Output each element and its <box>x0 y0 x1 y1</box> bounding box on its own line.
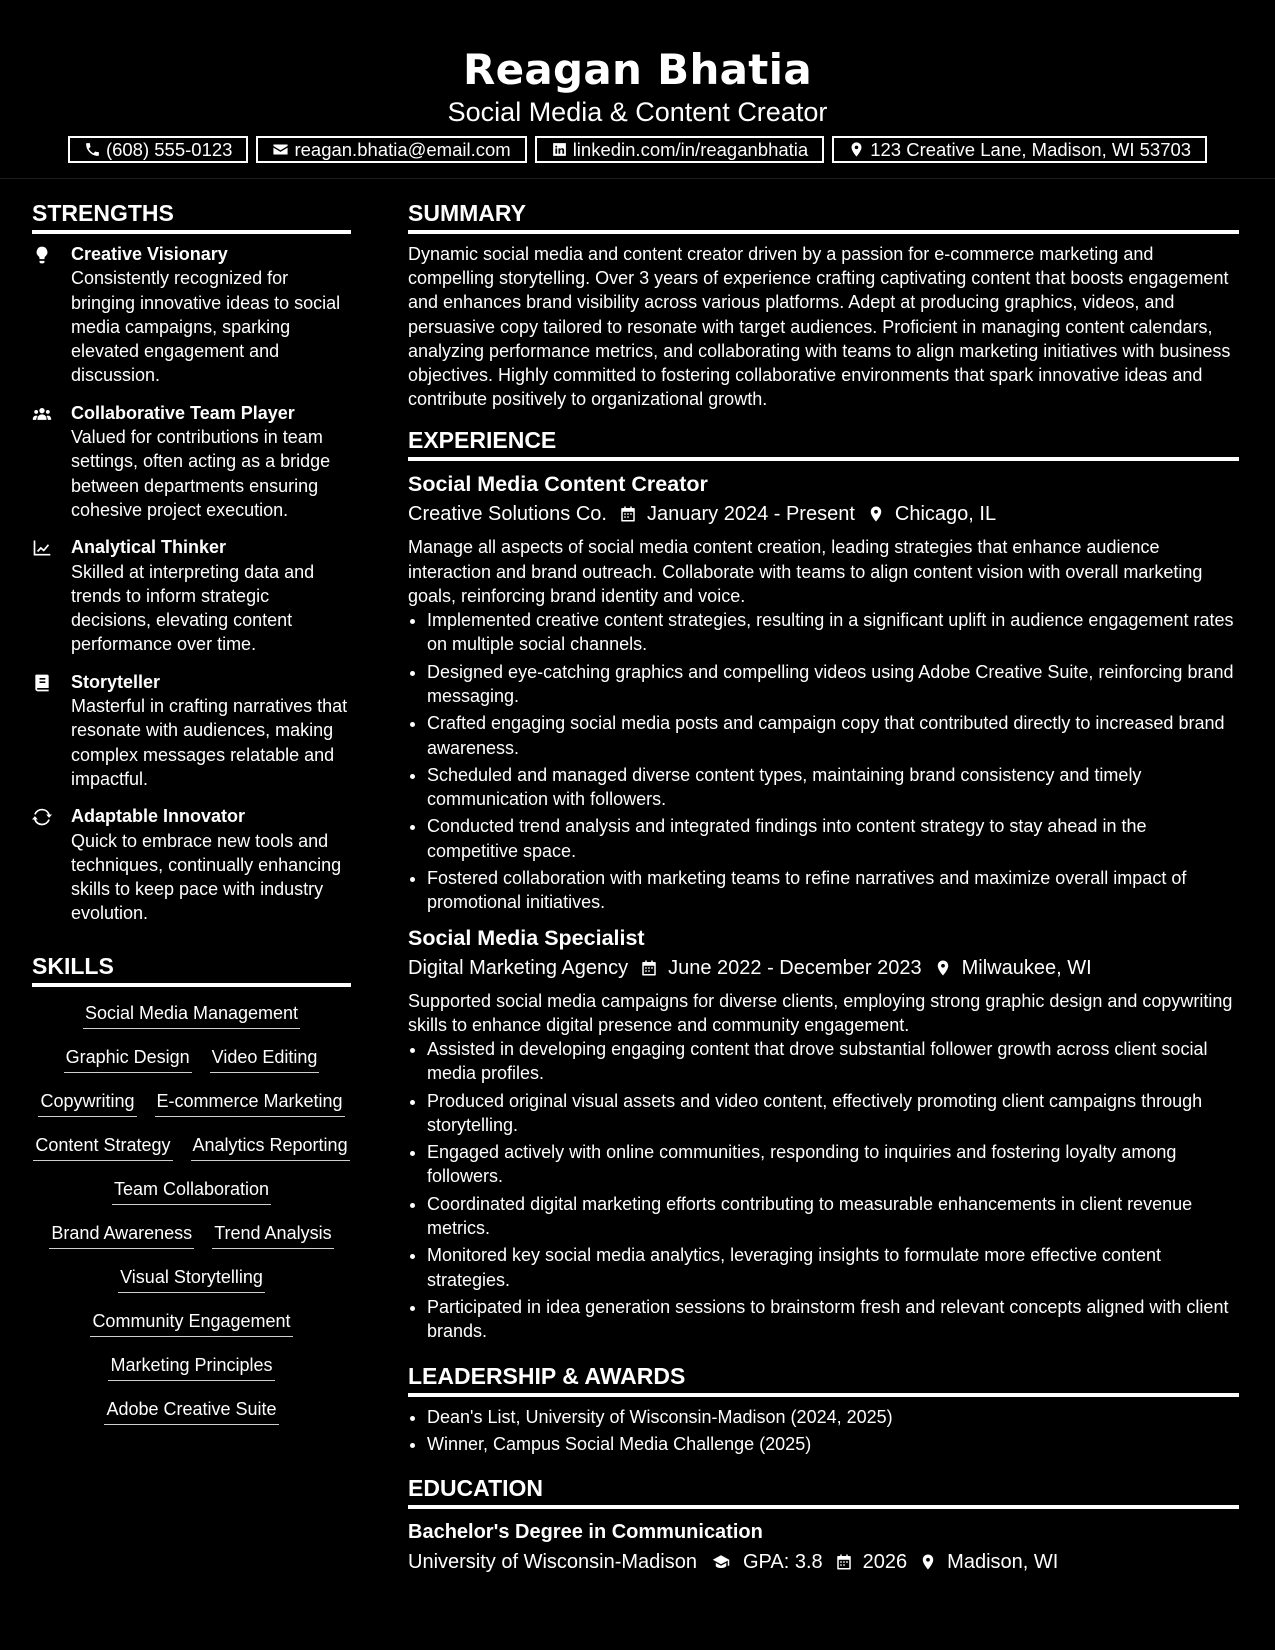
education-heading: EDUCATION <box>408 1471 1239 1509</box>
skill-tag: Marketing Principles <box>108 1353 274 1381</box>
experience-heading: EXPERIENCE <box>408 423 1239 461</box>
strength-text: Consistently recognized for bringing innovative ideas to social media campaigns, sparking elevated engagement and discussion. <box>71 268 341 386</box>
school-name: University of Wisconsin-Madison <box>408 1551 697 1574</box>
list-item: • Scheduled and managed diverse content types, maintaining brand consistency and timely communication with followers. <box>427 763 1239 812</box>
strength-text: Skilled at interpreting data and trends to inform strategic decisions, elevating content performance over time. <box>71 561 315 655</box>
list-item: • Implemented creative content strategies, resulting in a significant uplift in audience engagement rates on multiple social channels. <box>427 608 1239 657</box>
job-bullets <box>408 1037 1239 1344</box>
job-entry <box>408 469 1239 914</box>
skill-tag: Trend Analysis <box>212 1221 333 1249</box>
list-item: • Monitored key social media analytics, leveraging insights to formulate more effective content strategies. <box>427 1243 1239 1292</box>
contact-phone-text: (608) 555-0123 <box>105 138 233 160</box>
strength-text: Masterful in crafting narratives that resonate with audiences, making complex messages relatable and impactful. <box>71 696 348 789</box>
list-item: • Winner, Campus Social Media Challenge (2025) <box>427 1432 1239 1456</box>
strength-item <box>32 242 351 388</box>
job-dates: June 2022 - December 2023 <box>668 956 922 979</box>
right-column <box>408 196 1239 1583</box>
contact-email[interactable] <box>256 136 526 163</box>
skill-tag: Visual Storytelling <box>118 1265 265 1293</box>
job-bullets <box>408 608 1239 915</box>
contact-phone[interactable] <box>68 136 249 163</box>
list-item: • Coordinated digital marketing efforts contributing to measurable enhancements in client revenue metrics. <box>427 1192 1239 1241</box>
strength-text: Quick to embrace new tools and techniques, continually enhancing skills to keep pace with industry evolution. <box>71 830 342 924</box>
skill-tag: Team Collaboration <box>112 1177 271 1205</box>
map-pin-icon <box>934 959 952 977</box>
job-company: Creative Solutions Co. <box>408 503 607 526</box>
job-description: Supported social media campaigns for diverse clients, employing strong graphic design and copywriting skills to enhance digital presence and community engagement. <box>408 990 1233 1035</box>
strength-item <box>32 670 351 791</box>
leadership-heading: LEADERSHIP & AWARDS <box>408 1359 1239 1397</box>
lightbulb-icon <box>32 245 52 265</box>
users-icon <box>32 404 52 424</box>
job-location: Milwaukee, WI <box>961 956 1092 979</box>
leadership-list <box>408 1405 1239 1457</box>
strength-item <box>32 401 351 522</box>
skill-tag: E-commerce Marketing <box>155 1089 345 1117</box>
strength-item <box>32 535 351 656</box>
graduation-cap-icon <box>709 1553 733 1571</box>
strength-item <box>32 804 351 925</box>
map-pin-icon <box>919 1553 937 1571</box>
calendar-icon <box>619 505 637 523</box>
map-pin-icon <box>848 141 865 158</box>
skill-tag: Social Media Management <box>83 1001 300 1029</box>
contact-address[interactable] <box>832 136 1207 163</box>
list-item: • Participated in idea generation sessions to brainstorm fresh and relevant concepts aligned with client brands. <box>427 1295 1239 1344</box>
list-item: • Produced original visual assets and video content, effectively promoting client campaigns through storytelling. <box>427 1089 1239 1138</box>
candidate-title: Social Media & Content Creator <box>447 97 828 127</box>
job-meta <box>408 499 1239 529</box>
job-title: Social Media Specialist <box>408 925 645 950</box>
calendar-icon <box>640 959 658 977</box>
linkedin-icon <box>551 141 568 158</box>
contact-address-text: 123 Creative Lane, Madison, WI 53703 <box>870 138 1192 160</box>
job-meta <box>408 953 1239 983</box>
list-item: • Dean's List, University of Wisconsin-Madison (2024, 2025) <box>427 1405 1239 1429</box>
list-item: • Assisted in developing engaging content that drove substantial follower growth across client social media profiles. <box>427 1037 1239 1086</box>
job-description: Manage all aspects of social media content creation, leading strategies that enhance audience interaction and brand outreach. Collaborate with teams to align content vision with overall marketing goals, reinforcing brand identity and voice. <box>408 537 1203 606</box>
job-title: Social Media Content Creator <box>408 472 708 497</box>
strength-title: Analytical Thinker <box>71 537 227 558</box>
resume-header <box>0 0 1275 179</box>
left-column <box>32 196 351 1441</box>
job-company: Digital Marketing Agency <box>408 956 629 979</box>
school-location: Madison, WI <box>947 1551 1059 1574</box>
skill-tag: Brand Awareness <box>49 1221 194 1249</box>
line-chart-icon <box>32 538 52 558</box>
skill-tag: Content Strategy <box>33 1133 172 1161</box>
contact-email-text: reagan.bhatia@email.com <box>294 138 511 160</box>
skill-tag: Copywriting <box>38 1089 136 1117</box>
gpa: GPA: 3.8 <box>742 1551 823 1574</box>
summary-heading: SUMMARY <box>408 196 1239 234</box>
book-icon <box>32 673 52 693</box>
strength-title: Collaborative Team Player <box>71 402 295 423</box>
list-item: • Crafted engaging social media posts and campaign copy that contributed directly to increased brand awareness. <box>427 711 1239 760</box>
list-item: • Conducted trend analysis and integrated findings into content strategy to stay ahead in the competitive space. <box>427 814 1239 863</box>
strength-title: Storyteller <box>71 671 161 692</box>
strength-title: Creative Visionary <box>71 244 228 264</box>
skills-list <box>32 1001 351 1441</box>
skill-tag: Analytics Reporting <box>191 1133 350 1161</box>
candidate-name: Reagan Bhatia <box>462 45 813 94</box>
calendar-icon <box>835 1553 853 1571</box>
strength-title: Adaptable Innovator <box>71 806 246 827</box>
envelope-icon <box>272 141 289 158</box>
contact-linkedin-text: linkedin.com/in/reaganbhatia <box>572 138 809 160</box>
list-item: • Designed eye-catching graphics and compelling videos using Adobe Creative Suite, reinforcing brand messaging. <box>427 660 1239 709</box>
degree-title: Bachelor's Degree in Communication <box>408 1521 763 1544</box>
job-dates: January 2024 - Present <box>646 503 855 526</box>
skill-tag: Graphic Design <box>64 1045 192 1073</box>
list-item: • Fostered collaboration with marketing teams to refine narratives and maximize overall impact of promotional initiatives. <box>427 866 1239 915</box>
education-meta <box>408 1547 1239 1577</box>
graduation-year: 2026 <box>862 1551 908 1574</box>
summary-text: Dynamic social media and content creator driven by a passion for e-commerce marketing and compelling storytelling. Over 3 years of experience crafting captivating content that boosts engagement and enhances brand visibility across various platforms. Adept at producing graphics, videos, and persuasive copy tailored to resonate with target audiences. Proficient in managing content calendars, analyzing performance metrics, and collaborating with teams to align marketing initiatives with business objectives. Highly committed to fostering collaborative environments that spark innovative ideas and contribute positively to organizational growth. <box>408 244 1231 410</box>
skills-heading: SKILLS <box>32 949 351 987</box>
contact-bar <box>0 136 1275 163</box>
job-location: Chicago, IL <box>894 503 997 526</box>
list-item: • Engaged actively with online communities, responding to inquiries and fostering loyalty among followers. <box>427 1140 1239 1189</box>
refresh-icon <box>32 807 52 827</box>
skill-tag: Community Engagement <box>90 1309 292 1337</box>
skill-tag: Video Editing <box>210 1045 320 1073</box>
contact-linkedin[interactable] <box>535 136 825 163</box>
strengths-heading: STRENGTHS <box>32 196 351 234</box>
strength-text: Valued for contributions in team settings, often acting as a bridge between departments ensuring cohesive project execution. <box>71 427 331 520</box>
map-pin-icon <box>867 505 885 523</box>
job-entry <box>408 923 1239 1344</box>
skill-tag: Adobe Creative Suite <box>104 1397 278 1425</box>
phone-icon <box>84 141 101 158</box>
